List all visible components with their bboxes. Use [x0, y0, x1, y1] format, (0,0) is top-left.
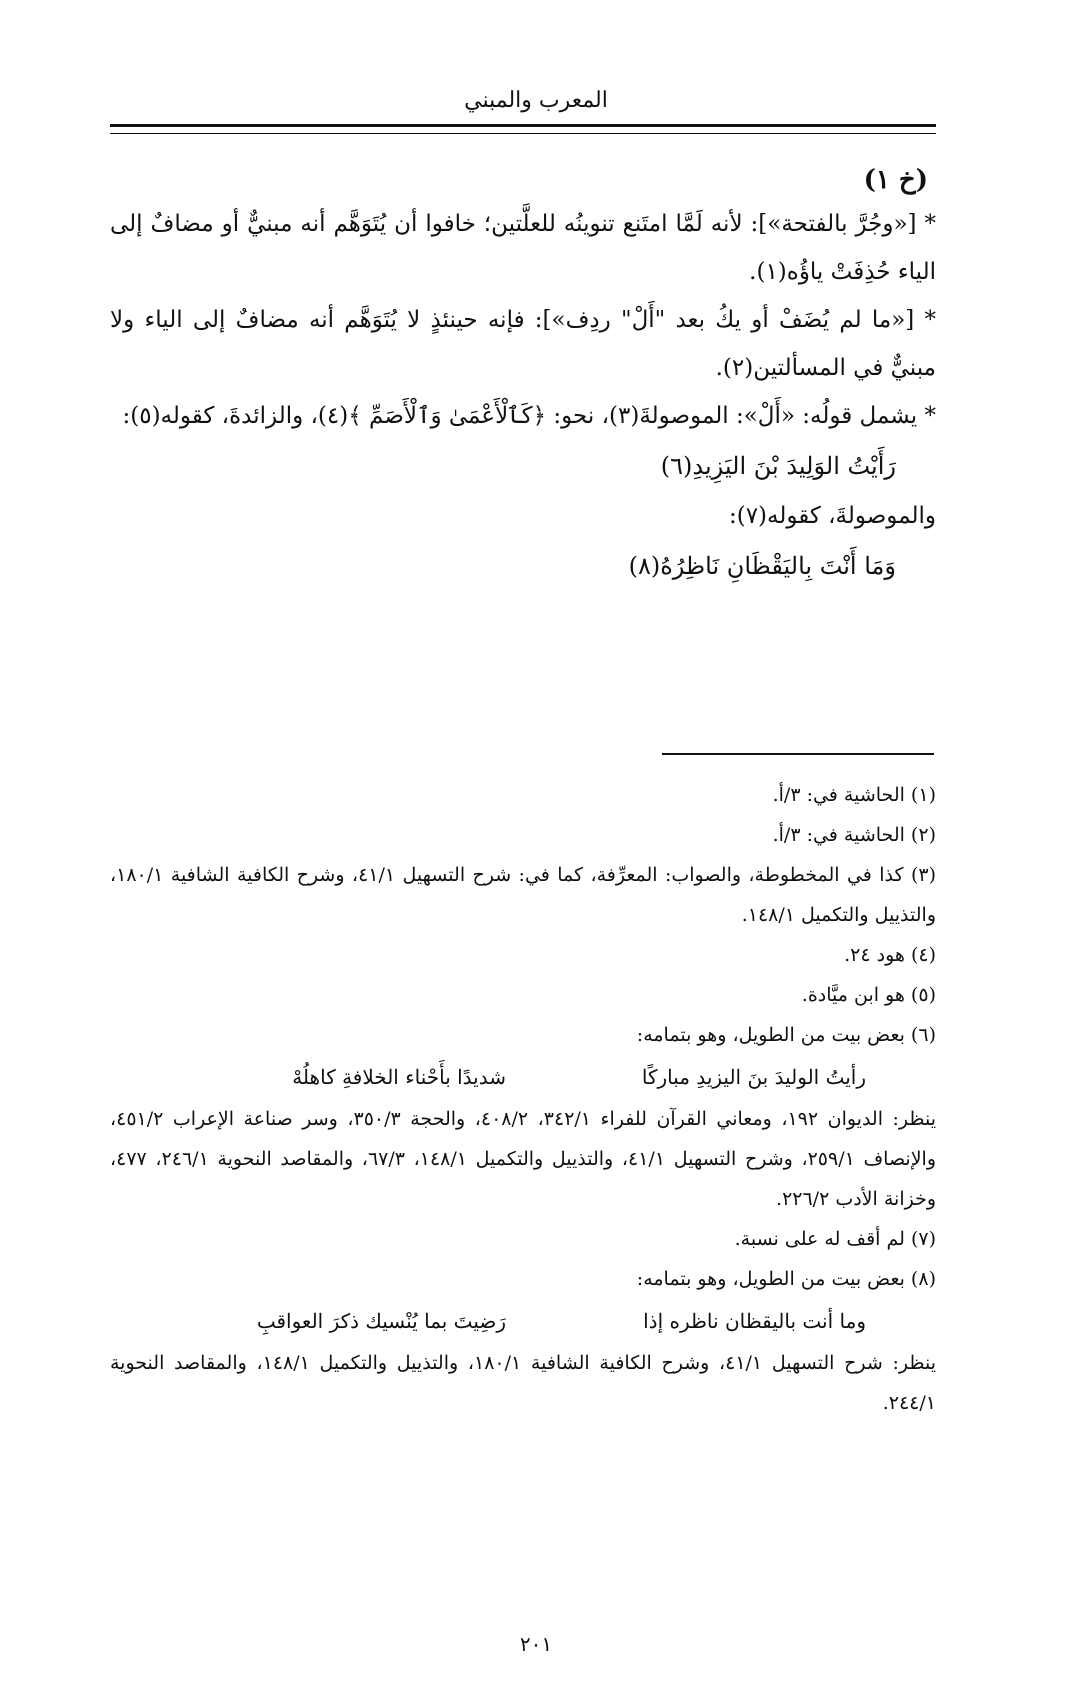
footnote-6-references: ينظر: الديوان ١٩٢، ومعاني القرآن للفراء ٣٤٢/١، ٤٠٨/٢، والحجة ٣٥٠/٣، وسر صناعة الإعراب ٤٥١/٢، والإنصاف ٢٥٩/١، وشرح التسهيل ٤١/١، والتذييل والتكميل ١٤٨/١، ٦٧/٣، والمقاصد النحوية ٢٤٦/١، ٤٧٧، وخزانة الأدب ٢٢٦/٢. — [110, 1108, 937, 1210]
header-rule-thick — [110, 124, 936, 127]
footnote-5: (٥) هو ابن ميَّادة. — [801, 984, 936, 1006]
verse-1: رَأَيْتُ الوَلِيدَ بْنَ اليَزِيدِ(٦) — [660, 452, 896, 480]
footnote-6-verse — [110, 1055, 936, 1099]
footnote-2: (٢) الحاشية في: ٣/أ. — [772, 824, 936, 846]
footnote-3: (٣) كذا في المخطوطة، والصواب: المعرِّفة، كما في: شرح التسهيل ٤١/١، وشرح الكافية الشافية ١٨٠/١، والتذييل والتكميل ١٤٨/١. — [110, 864, 937, 926]
paragraph-4: والموصولةَ، كقوله(٧): — [728, 503, 936, 529]
page-number: ٢٠١ — [519, 1632, 553, 1656]
verse-2: وَمَا أَنْتَ بِاليَقْظَانِ نَاظِرُهُ(٨) — [628, 552, 896, 580]
header-rule-thin — [110, 133, 936, 134]
running-header: المعرب والمبني — [464, 88, 608, 113]
footnotes — [110, 775, 936, 1423]
footnote-7: (٧) لم أقف له على نسبة. — [734, 1228, 936, 1250]
footnote-separator — [662, 753, 934, 755]
manuscript-mark: (خ ١) — [863, 165, 928, 195]
footnote-6: (٦) بعض بيت من الطويل، وهو بتمامه: — [636, 1024, 936, 1046]
footnote-6-verse-first-hemistich: رأيتُ الوليدَ بنَ اليزيدِ مباركًا — [641, 1065, 866, 1089]
footnote-8: (٨) بعض بيت من الطويل، وهو بتمامه: — [636, 1268, 936, 1290]
footnote-8-verse-first-hemistich: وما أنت باليقظان ناظره إذا — [643, 1309, 866, 1333]
main-text — [110, 160, 936, 592]
footnote-6-verse-second-hemistich: شديدًا بأَحْناء الخلافةِ كاهلُهْ — [292, 1065, 506, 1089]
paragraph-2: * [«ما لم يُضَفْ أو يكُ بعد "أَلْ" ردِف»]: فإنه حينئذٍ لا يُتَوَهَّم أنه مضافٌ إلى الياء ولا مبنيٌّ في المسألتين(٢). — [110, 307, 936, 381]
footnote-4: (٤) هود ٢٤. — [844, 944, 936, 966]
footnote-8-verse — [110, 1299, 936, 1343]
paragraph-3: * يشمل قولُه: «أَلْ»: الموصولةَ(٣)، نحو: ﴿كَٱلْأَعْمَىٰ وَٱلْأَصَمِّ ﴾(٤)، والزائدةَ، كقوله(٥): — [122, 403, 936, 429]
footnote-1: (١) الحاشية في: ٣/أ. — [772, 784, 936, 806]
footnote-8-verse-second-hemistich: رَضِيتَ بما يُنْسيك ذكرَ العواقبِ — [256, 1309, 506, 1333]
paragraph-1: * [«وجُرَّ بالفتحة»]: لأنه لَمَّا امتَنع تنوينُه للعلَّتين؛ خافوا أن يُتَوَهَّم أنه مبنيٌّ أو مضافٌ إلى الياء حُذِفَتْ ياؤُه(١). — [110, 211, 936, 285]
footnote-8-references: ينظر: شرح التسهيل ٤١/١، وشرح الكافية الشافية ١٨٠/١، والتذييل والتكميل ١٤٨/١، والمقاصد النحوية ٢٤٤/١. — [110, 1352, 936, 1414]
